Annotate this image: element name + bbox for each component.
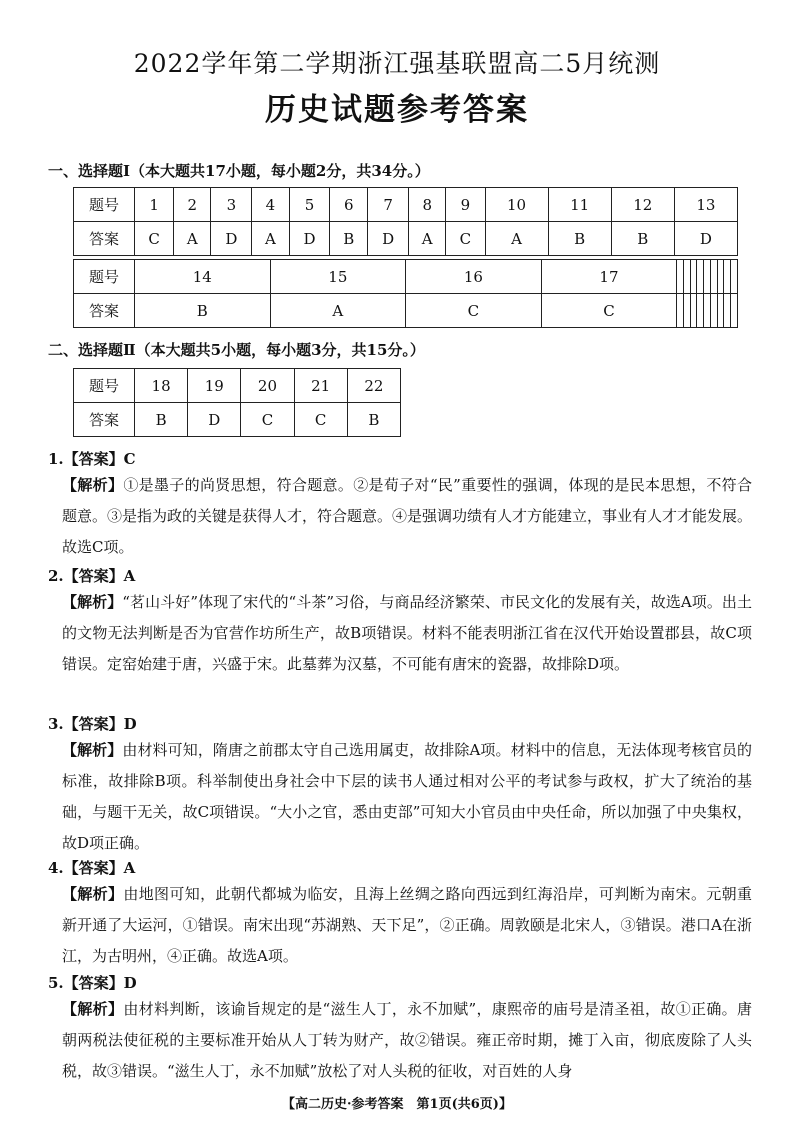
row-label: 题号 <box>74 369 135 403</box>
empty-cell <box>731 294 738 328</box>
section-1-title: 一、选择题Ⅰ（本大题共17小题，每小题2分，共34分。） <box>48 162 430 180</box>
answer-cell: D <box>211 222 252 256</box>
question-number: 20 <box>241 369 294 403</box>
exam-subtitle: 历史试题参考答案 <box>265 92 529 128</box>
answer-cell: A <box>485 222 548 256</box>
answer-cell: C <box>135 222 174 256</box>
question-5-explanation <box>62 994 752 1087</box>
answer-cell: B <box>135 403 188 437</box>
table-row <box>74 188 738 222</box>
empty-cell <box>717 260 724 294</box>
question-number: 8 <box>409 188 446 222</box>
table-row <box>74 294 738 328</box>
explanation-text: “茗山斗好”体现了宋代的“斗茶”习俗，与商品经济繁荣、市民文化的发展有关，故选A项。出土的文物无法判断是否为官营作坊所生产，故B项错误。材料不能表明浙江省在汉代开始设置郡县，故C项错误。定窑始建于唐，兴盛于宋。此墓葬为汉墓，不可能有唐宋的瓷器，故排除D项。 <box>62 593 752 673</box>
empty-cell <box>690 294 697 328</box>
row-label: 答案 <box>74 403 135 437</box>
explanation-tag: 【解析】 <box>62 593 123 611</box>
question-number: 6 <box>330 188 368 222</box>
empty-cell <box>677 294 684 328</box>
question-2-answer: 2.【答案】A <box>48 567 136 585</box>
question-number: 13 <box>674 188 737 222</box>
answer-cell: B <box>548 222 611 256</box>
empty-cell <box>724 260 731 294</box>
empty-cell <box>717 294 724 328</box>
empty-cell <box>683 260 690 294</box>
exam-title: 2022学年第二学期浙江强基联盟高二5月统测 <box>133 49 661 78</box>
empty-cell <box>710 260 717 294</box>
empty-cell <box>710 294 717 328</box>
question-number: 5 <box>289 188 330 222</box>
explanation-tag: 【解析】 <box>62 885 124 903</box>
question-3-explanation <box>62 735 752 859</box>
explanation-text: 由材料可知，隋唐之前郡太守自己选用属吏，故排除A项。材料中的信息，无法体现考核官员的标准，故排除B项。科举制使出身社会中下层的读书人通过相对公平的考试参与政权，扩大了统治的基础，与题干无关，故C项错误。“大小之官，悉由吏部”可知大小官员由中央任命，所以加强了中央集权，故D项正确。 <box>62 741 752 852</box>
answer-cell: C <box>446 222 485 256</box>
explanation-tag: 【解析】 <box>62 1000 124 1018</box>
question-number: 19 <box>188 369 241 403</box>
answer-cell: B <box>347 403 400 437</box>
question-number: 11 <box>548 188 611 222</box>
question-5-answer: 5.【答案】D <box>48 974 137 992</box>
empty-cell <box>704 260 711 294</box>
empty-cell <box>704 294 711 328</box>
table-row <box>74 260 738 294</box>
empty-cell <box>731 260 738 294</box>
answer-cell: C <box>406 294 542 328</box>
question-number: 1 <box>135 188 174 222</box>
question-4-explanation <box>62 879 752 972</box>
question-number: 16 <box>406 260 542 294</box>
empty-cell <box>697 260 704 294</box>
row-label: 答案 <box>74 294 135 328</box>
answer-cell: C <box>541 294 677 328</box>
question-number: 2 <box>174 188 211 222</box>
question-number: 17 <box>541 260 677 294</box>
explanation-text: 由材料判断，该谕旨规定的是“滋生人丁，永不加赋”，康熙帝的庙号是清圣祖，故①正确。唐朝两税法使征税的主要标准开始从人丁转为财产，故②错误。雍正帝时期，摊丁入亩，彻底废除了人头税，故③错误。“滋生人丁，永不加赋”放松了对人头税的征收，对百姓的人身 <box>62 1000 752 1080</box>
table-row <box>74 222 738 256</box>
explanation-tag: 【解析】 <box>62 741 123 759</box>
question-1-answer: 1.【答案】C <box>48 450 136 468</box>
answer-cell: B <box>135 294 271 328</box>
question-number: 18 <box>135 369 188 403</box>
row-label: 题号 <box>74 260 135 294</box>
row-label: 题号 <box>74 188 135 222</box>
page-footer: 【高二历史·参考答案 第1页(共6页)】 <box>282 1097 512 1112</box>
question-3-answer: 3.【答案】D <box>48 715 137 733</box>
question-number: 4 <box>252 188 289 222</box>
answer-cell: C <box>294 403 347 437</box>
question-1-explanation <box>62 470 752 563</box>
answer-cell: A <box>252 222 289 256</box>
table-row <box>74 403 401 437</box>
question-number: 21 <box>294 369 347 403</box>
explanation-tag: 【解析】 <box>62 476 124 494</box>
answer-cell: D <box>674 222 737 256</box>
answer-cell: D <box>368 222 409 256</box>
answer-cell: A <box>409 222 446 256</box>
question-number: 9 <box>446 188 485 222</box>
answer-cell: B <box>611 222 674 256</box>
question-number: 15 <box>270 260 406 294</box>
question-number: 14 <box>135 260 271 294</box>
answer-cell: B <box>330 222 368 256</box>
empty-cell <box>724 294 731 328</box>
question-4-answer: 4.【答案】A <box>48 859 136 877</box>
question-number: 12 <box>611 188 674 222</box>
answer-table-1a <box>73 187 738 256</box>
answer-cell: C <box>241 403 294 437</box>
answer-cell: D <box>289 222 330 256</box>
answer-cell: A <box>174 222 211 256</box>
answer-cell: D <box>188 403 241 437</box>
explanation-text: ①是墨子的尚贤思想，符合题意。②是荀子对“民”重要性的强调，体现的是民本思想，不符合题意。③是指为政的关键是获得人才，符合题意。④是强调功绩有人才方能建立，事业有人才才能发展。故选C项。 <box>62 476 753 556</box>
empty-cell <box>683 294 690 328</box>
explanation-text: 由地图可知，此朝代都城为临安，且海上丝绸之路向西远到红海沿岸，可判断为南宋。元朝重新开通了大运河，①错误。南宋出现“苏湖熟、天下足”，②正确。周敦颐是北宋人，③错误。港口A在浙江，为古明州，④正确。故选A项。 <box>62 885 752 965</box>
section-2-title: 二、选择题Ⅱ（本大题共5小题，每小题3分，共15分。） <box>48 341 425 359</box>
question-2-explanation <box>62 587 752 680</box>
question-number: 7 <box>368 188 409 222</box>
answer-table-1b <box>73 259 738 328</box>
table-row <box>74 369 401 403</box>
question-number: 22 <box>347 369 400 403</box>
question-number: 3 <box>211 188 252 222</box>
question-number: 10 <box>485 188 548 222</box>
answer-table-2 <box>73 368 401 437</box>
answer-cell: A <box>270 294 406 328</box>
empty-cell <box>697 294 704 328</box>
empty-cell <box>690 260 697 294</box>
empty-cell <box>677 260 684 294</box>
row-label: 答案 <box>74 222 135 256</box>
